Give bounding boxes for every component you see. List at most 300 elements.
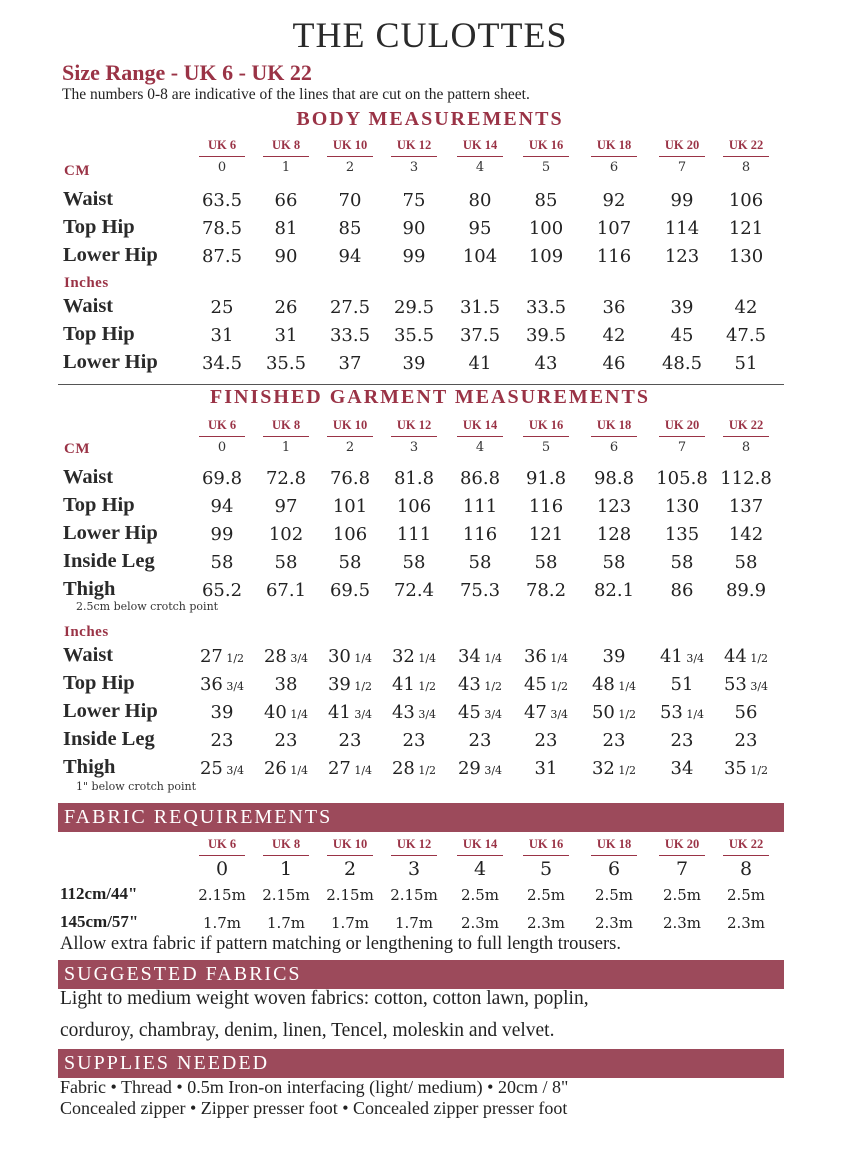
fraction-inches: 1/2 [350, 680, 373, 693]
measurement-value: 45 [670, 325, 694, 346]
whole-inches: 51 [670, 674, 694, 695]
measurement-value: 31.5 [459, 297, 501, 318]
row-label: Lower Hip [63, 700, 158, 722]
fabric-amount: 2.5m [594, 886, 634, 904]
unit-label-cm: CM [64, 441, 90, 457]
supplies-needed-band: SUPPLIES NEEDED [58, 1049, 784, 1078]
line-number: 3 [409, 440, 419, 455]
size-underline [659, 436, 705, 437]
fabric-amount: 2.3m [460, 914, 500, 932]
measurement-value: 130 [664, 496, 700, 517]
line-number: 8 [741, 160, 751, 175]
size-underline [199, 156, 245, 157]
fabric-amount: 2.15m [262, 886, 310, 904]
whole-inches: 29 [457, 758, 481, 779]
fraction-inches: 1/2 [746, 764, 769, 777]
fabric-width-label: 145cm/57" [60, 912, 139, 931]
measurement-value: 41 [468, 353, 492, 374]
row-label: Waist [63, 466, 114, 488]
size-label: UK 20 [664, 837, 700, 851]
measurement-value: 69.5 [329, 580, 371, 601]
measurement-value: 97 [274, 496, 298, 517]
measurement-value: 36 [602, 297, 626, 318]
measurement-value: 35.5 [265, 353, 307, 374]
line-number: 7 [677, 440, 687, 455]
fraction-inches: 1/2 [480, 680, 503, 693]
measurement-value: 109 [528, 246, 564, 267]
fraction-inches: 1/2 [414, 764, 437, 777]
measurement-value: 58 [338, 552, 362, 573]
line-number: 8 [739, 858, 753, 880]
measurement-value: 106 [396, 496, 432, 517]
measurement-value: 43 [534, 353, 558, 374]
measurement-value: 85 [534, 190, 558, 211]
measurement-value: 89.9 [725, 580, 767, 601]
measurement-value: 48.5 [661, 353, 703, 374]
measurement-value: 116 [528, 496, 564, 517]
measurement-value [448, 758, 512, 779]
unit-label-inches: Inches [64, 624, 109, 640]
fraction-inches: 3/4 [222, 764, 245, 777]
size-label: UK 14 [462, 138, 498, 152]
size-label: UK 16 [528, 138, 564, 152]
measurement-value [382, 758, 446, 779]
whole-inches: 32 [591, 758, 615, 779]
row-label: Lower Hip [63, 351, 158, 373]
fabric-amount: 2.5m [526, 886, 566, 904]
row-label: Waist [63, 188, 114, 210]
measurement-value [514, 730, 578, 751]
measurement-value: 58 [210, 552, 234, 573]
measurement-value: 99 [670, 190, 694, 211]
line-number: 0 [217, 160, 227, 175]
fraction-inches: 1/4 [286, 708, 309, 721]
measurement-value: 94 [338, 246, 362, 267]
row-label: Thigh [63, 756, 116, 778]
size-underline [391, 855, 437, 856]
measurement-value: 39.5 [525, 325, 567, 346]
whole-inches: 23 [534, 730, 558, 751]
measurement-value: 102 [268, 524, 304, 545]
measurement-value [650, 730, 714, 751]
whole-inches: 23 [338, 730, 362, 751]
size-label: UK 10 [332, 418, 368, 432]
size-underline [723, 436, 769, 437]
row-label: Lower Hip [63, 522, 158, 544]
size-label: UK 8 [271, 837, 301, 851]
size-underline [263, 156, 309, 157]
fabric-amount: 1.7m [202, 914, 242, 932]
measurement-value [448, 646, 512, 667]
whole-inches: 27 [327, 758, 351, 779]
line-number: 1 [281, 160, 291, 175]
section-divider [58, 384, 784, 385]
measurement-value [318, 674, 382, 695]
size-underline [327, 156, 373, 157]
whole-inches: 28 [263, 646, 287, 667]
suggested-fabrics-line-1: Light to medium weight woven fabrics: cotton, cotton lawn, poplin, [60, 988, 589, 1009]
line-number: 5 [541, 440, 551, 455]
size-underline [659, 156, 705, 157]
size-label: UK 22 [728, 418, 764, 432]
line-number: 5 [541, 160, 551, 175]
fraction-inches: 3/4 [222, 680, 245, 693]
measurement-value: 130 [728, 246, 764, 267]
measurement-value: 81 [274, 218, 298, 239]
measurement-value [190, 702, 254, 723]
finished-measurements-heading: FINISHED GARMENT MEASUREMENTS [210, 386, 650, 408]
line-number: 6 [607, 858, 621, 880]
whole-inches: 39 [327, 674, 351, 695]
fraction-inches: 3/4 [480, 708, 503, 721]
measurement-value: 121 [528, 524, 564, 545]
size-underline [391, 156, 437, 157]
fraction-inches: 1/2 [614, 764, 637, 777]
measurement-value: 85 [338, 218, 362, 239]
whole-inches: 23 [274, 730, 298, 751]
fabric-amount: 2.15m [390, 886, 438, 904]
measurement-value [254, 730, 318, 751]
measurement-value [382, 646, 446, 667]
row-label: Top Hip [63, 672, 135, 694]
size-underline [199, 436, 245, 437]
measurement-value: 69.8 [201, 468, 243, 489]
line-number: 0 [217, 440, 227, 455]
whole-inches: 53 [723, 674, 747, 695]
supplies-line-1: Fabric • Thread • 0.5m Iron-on interfacing (light/ medium) • 20cm / 8" [60, 1077, 569, 1097]
line-number: 4 [475, 160, 485, 175]
whole-inches: 41 [327, 702, 351, 723]
whole-inches: 50 [591, 702, 615, 723]
measurement-value [582, 758, 646, 779]
measurement-value: 31 [274, 325, 298, 346]
size-underline [523, 156, 569, 157]
fraction-inches: 1/4 [614, 680, 637, 693]
whole-inches: 34 [670, 758, 694, 779]
size-label: UK 14 [462, 418, 498, 432]
fraction-inches: 3/4 [286, 652, 309, 665]
fraction-inches: 1/4 [286, 764, 309, 777]
pattern-line-note: The numbers 0-8 are indicative of the lines that are cut on the pattern sheet. [62, 86, 530, 103]
line-number: 5 [539, 858, 553, 880]
row-label: Top Hip [63, 494, 135, 516]
whole-inches: 43 [457, 674, 481, 695]
measurement-value: 70 [338, 190, 362, 211]
fraction-inches: 1/4 [414, 652, 437, 665]
measurement-value: 90 [274, 246, 298, 267]
fabric-amount: 1.7m [330, 914, 370, 932]
whole-inches: 34 [457, 646, 481, 667]
measurement-value: 33.5 [525, 297, 567, 318]
size-underline [723, 855, 769, 856]
row-label: Lower Hip [63, 244, 158, 266]
size-label: UK 12 [396, 138, 432, 152]
whole-inches: 39 [210, 702, 234, 723]
row-label: Waist [63, 295, 114, 317]
line-number: 1 [279, 858, 293, 880]
row-label: Thigh [63, 578, 116, 600]
fabric-amount: 2.5m [460, 886, 500, 904]
measurement-value: 123 [596, 496, 632, 517]
size-label: UK 22 [728, 837, 764, 851]
page-title: THE CULOTTES [292, 15, 568, 55]
line-number: 3 [409, 160, 419, 175]
whole-inches: 45 [523, 674, 547, 695]
measurement-value: 42 [602, 325, 626, 346]
whole-inches: 44 [723, 646, 747, 667]
row-label: Waist [63, 644, 114, 666]
whole-inches: 40 [263, 702, 287, 723]
size-label: UK 10 [332, 837, 368, 851]
whole-inches: 41 [659, 646, 683, 667]
line-number: 1 [281, 440, 291, 455]
measurement-value: 42 [734, 297, 758, 318]
measurement-value: 112.8 [720, 468, 772, 489]
measurement-value: 100 [528, 218, 564, 239]
measurement-value: 111 [462, 496, 498, 517]
whole-inches: 41 [391, 674, 415, 695]
measurement-value: 25 [210, 297, 234, 318]
whole-inches: 28 [391, 758, 415, 779]
fraction-inches: 3/4 [546, 708, 569, 721]
measurement-value: 33.5 [329, 325, 371, 346]
whole-inches: 32 [391, 646, 415, 667]
size-label: UK 14 [462, 837, 498, 851]
fraction-inches: 1/4 [350, 652, 373, 665]
measurement-value [514, 702, 578, 723]
line-number: 2 [343, 858, 357, 880]
measurement-value [714, 674, 778, 695]
suggested-fabrics-band: SUGGESTED FABRICS [58, 960, 784, 989]
size-label: UK 10 [332, 138, 368, 152]
size-underline [659, 855, 705, 856]
measurement-value: 135 [664, 524, 700, 545]
whole-inches: 47 [523, 702, 547, 723]
size-label: UK 12 [396, 418, 432, 432]
fraction-inches: 1/4 [350, 764, 373, 777]
size-label: UK 20 [664, 138, 700, 152]
whole-inches: 30 [327, 646, 351, 667]
measurement-value [318, 730, 382, 751]
measurement-value [382, 730, 446, 751]
size-underline [591, 436, 637, 437]
line-number: 7 [675, 858, 689, 880]
measurement-value [514, 646, 578, 667]
fraction-inches: 1/2 [746, 652, 769, 665]
fraction-inches: 1/2 [546, 680, 569, 693]
fabric-width-label: 112cm/44" [60, 884, 138, 903]
measurement-value: 104 [462, 246, 498, 267]
measurement-value: 58 [734, 552, 758, 573]
fabric-amount: 2.3m [594, 914, 634, 932]
measurement-value [254, 674, 318, 695]
size-range: Size Range - UK 6 - UK 22 [62, 60, 312, 85]
fabric-amount: 2.5m [662, 886, 702, 904]
measurement-value: 58 [274, 552, 298, 573]
fabric-amount: 2.3m [726, 914, 766, 932]
thigh-note-inches: 1" below crotch point [76, 780, 197, 793]
measurement-value: 105.8 [656, 468, 708, 489]
size-label: UK 18 [596, 837, 632, 851]
measurement-value: 75.3 [459, 580, 501, 601]
size-underline [723, 156, 769, 157]
line-number: 7 [677, 160, 687, 175]
measurement-value: 63.5 [201, 190, 243, 211]
whole-inches: 36 [199, 674, 223, 695]
measurement-value [318, 646, 382, 667]
size-label: UK 18 [596, 418, 632, 432]
line-number: 3 [407, 858, 421, 880]
line-number: 4 [473, 858, 487, 880]
measurement-value [582, 730, 646, 751]
measurement-value: 26 [274, 297, 298, 318]
body-measurements-heading: BODY MEASUREMENTS [296, 108, 564, 130]
size-underline [199, 855, 245, 856]
measurement-value [190, 730, 254, 751]
measurement-value: 58 [402, 552, 426, 573]
line-number: 6 [609, 160, 619, 175]
whole-inches: 23 [468, 730, 492, 751]
measurement-value [650, 758, 714, 779]
size-label: UK 12 [396, 837, 432, 851]
measurement-value [254, 646, 318, 667]
measurement-value [650, 702, 714, 723]
whole-inches: 23 [602, 730, 626, 751]
measurement-value: 86 [670, 580, 694, 601]
measurement-value: 67.1 [265, 580, 307, 601]
row-label: Inside Leg [63, 550, 155, 572]
measurement-value: 39 [670, 297, 694, 318]
whole-inches: 56 [734, 702, 758, 723]
fraction-inches: 1/2 [222, 652, 245, 665]
thigh-note-cm: 2.5cm below crotch point [76, 600, 219, 613]
measurement-value [254, 702, 318, 723]
measurement-value [448, 674, 512, 695]
measurement-value: 51 [734, 353, 758, 374]
measurement-value: 35.5 [393, 325, 435, 346]
measurement-value: 116 [462, 524, 498, 545]
fabric-amount: 2.3m [526, 914, 566, 932]
suggested-fabrics-line-2: corduroy, chambray, denim, linen, Tencel, moleskin and velvet. [60, 1020, 555, 1041]
line-number: 6 [609, 440, 619, 455]
measurement-value: 114 [664, 218, 700, 239]
size-underline [263, 436, 309, 437]
measurement-value: 94 [210, 496, 234, 517]
line-number: 8 [741, 440, 751, 455]
whole-inches: 39 [602, 646, 626, 667]
measurement-value: 99 [402, 246, 426, 267]
measurement-value [650, 674, 714, 695]
measurement-value [714, 702, 778, 723]
whole-inches: 27 [199, 646, 223, 667]
unit-label-inches: Inches [64, 275, 109, 291]
measurement-value: 34.5 [201, 353, 243, 374]
measurement-value: 111 [396, 524, 432, 545]
whole-inches: 23 [402, 730, 426, 751]
measurement-value: 106 [332, 524, 368, 545]
whole-inches: 53 [659, 702, 683, 723]
size-underline [327, 436, 373, 437]
fabric-amount: 1.7m [266, 914, 306, 932]
size-underline [457, 855, 503, 856]
measurement-value: 66 [274, 190, 298, 211]
measurement-value: 98.8 [593, 468, 635, 489]
size-label: UK 8 [271, 418, 301, 432]
measurement-value: 86.8 [459, 468, 501, 489]
row-label: Top Hip [63, 216, 135, 238]
whole-inches: 23 [734, 730, 758, 751]
fabric-amount: 2.5m [726, 886, 766, 904]
measurement-value [318, 702, 382, 723]
line-number: 4 [475, 440, 485, 455]
line-number: 2 [345, 440, 355, 455]
size-underline [457, 436, 503, 437]
measurement-value: 39 [402, 353, 426, 374]
size-underline [523, 436, 569, 437]
measurement-value: 90 [402, 218, 426, 239]
size-label: UK 18 [596, 138, 632, 152]
fabric-amount: 1.7m [394, 914, 434, 932]
measurement-value: 121 [728, 218, 764, 239]
fraction-inches: 1/4 [546, 652, 569, 665]
measurement-value: 87.5 [201, 246, 243, 267]
fabric-requirements-band: FABRIC REQUIREMENTS [58, 803, 784, 832]
measurement-value: 29.5 [393, 297, 435, 318]
measurement-value [714, 758, 778, 779]
fabric-amount: 2.15m [198, 886, 246, 904]
whole-inches: 26 [263, 758, 287, 779]
measurement-value: 128 [596, 524, 632, 545]
row-label: Top Hip [63, 323, 135, 345]
measurement-value: 101 [332, 496, 368, 517]
measurement-value: 81.8 [393, 468, 435, 489]
fraction-inches: 3/4 [682, 652, 705, 665]
measurement-value [190, 646, 254, 667]
fraction-inches: 3/4 [350, 708, 373, 721]
whole-inches: 25 [199, 758, 223, 779]
measurement-value: 27.5 [329, 297, 371, 318]
measurement-value [190, 674, 254, 695]
measurement-value [382, 702, 446, 723]
measurement-value: 91.8 [525, 468, 567, 489]
size-label: UK 16 [528, 837, 564, 851]
measurement-value [254, 758, 318, 779]
measurement-value: 78.5 [201, 218, 243, 239]
supplies-line-2: Concealed zipper • Zipper presser foot • Concealed zipper presser foot [60, 1098, 568, 1118]
size-label: UK 16 [528, 418, 564, 432]
measurement-value [582, 702, 646, 723]
measurement-value: 58 [468, 552, 492, 573]
whole-inches: 38 [274, 674, 298, 695]
fraction-inches: 1/4 [480, 652, 503, 665]
whole-inches: 35 [723, 758, 747, 779]
measurement-value [190, 758, 254, 779]
fraction-inches: 1/4 [682, 708, 705, 721]
measurement-value: 65.2 [201, 580, 243, 601]
measurement-value [582, 674, 646, 695]
whole-inches: 31 [534, 758, 558, 779]
fraction-inches: 3/4 [480, 764, 503, 777]
measurement-value: 72.8 [265, 468, 307, 489]
whole-inches: 48 [591, 674, 615, 695]
measurement-value [448, 702, 512, 723]
size-underline [327, 855, 373, 856]
measurement-value [714, 646, 778, 667]
measurement-value [448, 730, 512, 751]
size-label: UK 6 [207, 837, 237, 851]
measurement-value: 106 [728, 190, 764, 211]
row-label: Inside Leg [63, 728, 155, 750]
